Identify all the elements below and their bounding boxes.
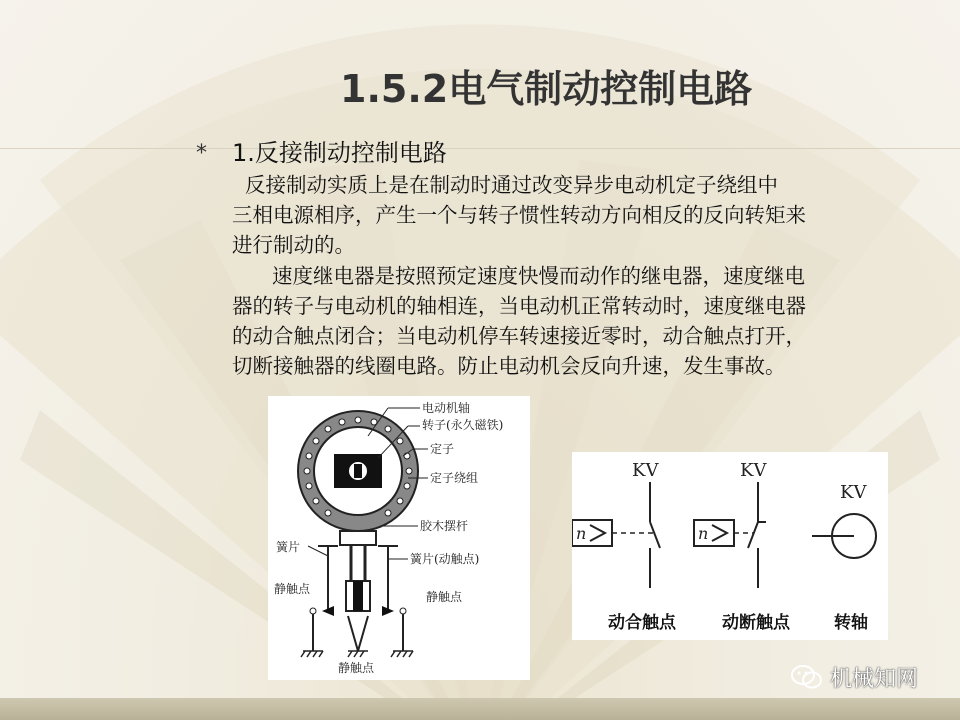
- kv-label-nc: KV: [740, 460, 767, 481]
- label-winding: 定子绕组: [430, 471, 479, 485]
- caption-no-contact: 动合触点: [608, 613, 676, 633]
- para2-line: 的动合触点闭合；当电动机停车转速接近零时，动合触点打开，: [232, 324, 806, 348]
- para2-line: 器的转子与电动机的轴相连，当电动机正常转动时，速度继电器: [232, 294, 806, 318]
- para1-line: 进行制动的。: [232, 233, 355, 257]
- speed-relay-symbols-diagram: [572, 452, 888, 640]
- caption-nc-contact: 动断触点: [722, 613, 790, 633]
- wechat-icon: [790, 663, 824, 691]
- kv-label-no: KV: [632, 460, 659, 481]
- label-static-right: 静触点: [426, 590, 463, 604]
- para2-line: 切断接触器的线圈电路。防止电动机会反向升速，发生事故。: [232, 354, 786, 378]
- n-symbol-no: n: [576, 524, 587, 543]
- slide-title: 1.5.2电气制动控制电路: [340, 67, 753, 111]
- para1-line: 反接制动实质上是在制动时通过改变异步电动机定子绕组中: [232, 173, 779, 197]
- paragraph-speed-relay: [232, 261, 922, 381]
- label-stator: 定子: [430, 442, 455, 456]
- section-heading: 1.反接制动控制电路: [232, 139, 447, 167]
- footer-bar: [0, 698, 960, 720]
- bullet-icon: *: [196, 141, 207, 166]
- label-rod: 胶木摆杆: [420, 519, 469, 533]
- kv-label-shaft: KV: [840, 482, 867, 503]
- header-divider: [0, 148, 960, 149]
- paragraph-reverse-braking: [232, 170, 922, 260]
- label-spring-left: 簧片: [276, 540, 301, 554]
- para1-line: 三相电源相序，产生一个与转子惯性转动方向相反的反向转矩来: [232, 203, 806, 227]
- label-static-bottom: 静触点: [338, 661, 375, 675]
- para2-line: 速度继电器是按照预定速度快慢而动作的继电器，速度继电: [272, 264, 805, 288]
- n-symbol-nc: n: [698, 524, 709, 543]
- caption-shaft: 转轴: [834, 613, 868, 633]
- watermark: [790, 662, 918, 692]
- speed-relay-structure-diagram: [268, 396, 530, 680]
- watermark-text: 机械知网: [830, 666, 919, 692]
- label-spring-right: 簧片(动触点): [410, 552, 480, 566]
- label-rotor: 转子(永久磁铁): [422, 418, 504, 432]
- label-shaft: 电动机轴: [422, 401, 471, 415]
- label-static-left: 静触点: [274, 582, 311, 596]
